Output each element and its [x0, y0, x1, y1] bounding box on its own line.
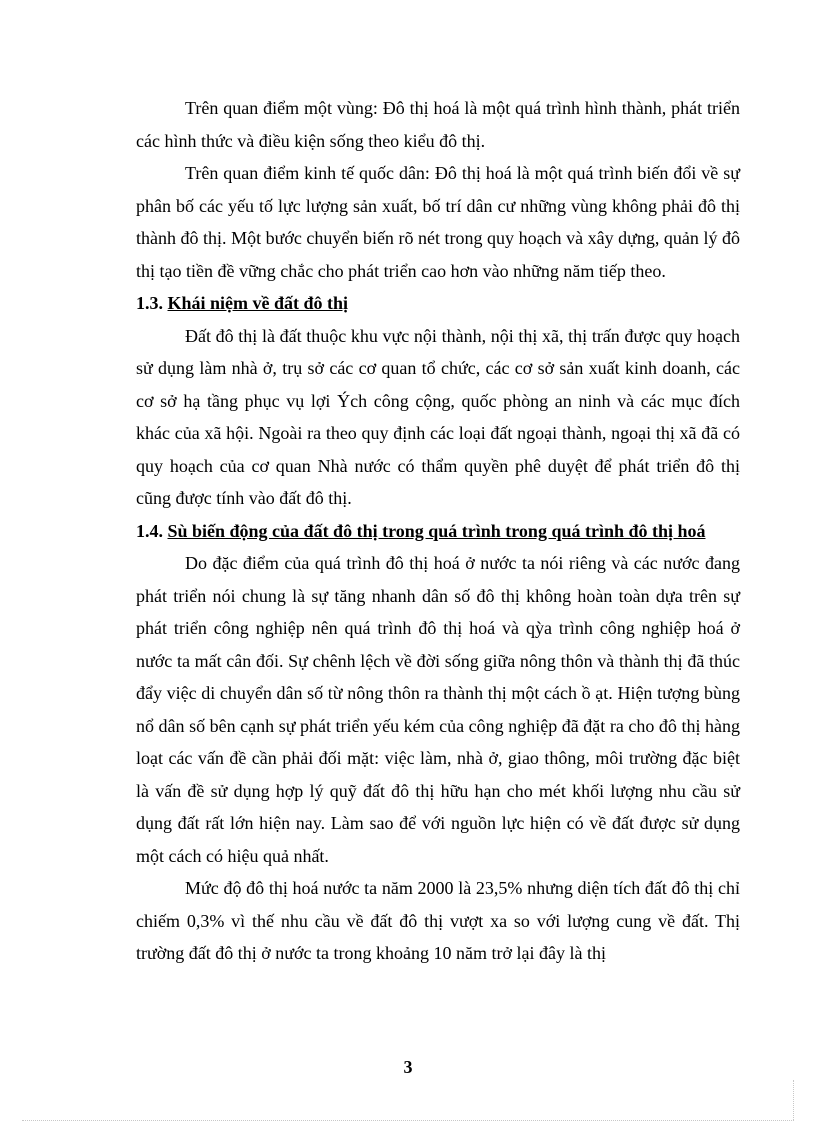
page-bottom-border [22, 1120, 794, 1121]
paragraph-regional-view: Trên quan điểm một vùng: Đô thị hoá là một quá trình hình thành, phát triển các hình thức và điều kiện sống theo kiểu đô thị. [136, 98, 740, 151]
section-title: Khái niệm về đất đô thị [167, 293, 349, 313]
section-heading-1-3 [136, 287, 740, 320]
paragraph-urbanization-level: Mức độ đô thị hoá nước ta năm 2000 là 23,5% nhưng diện tích đất đô thị chỉ chiếm 0,3% vì thế nhu cầu về đất đô thị vượt xa so với lượng cung về đất. Thị trường đất đô thị ở nước ta trong khoảng 10 năm trở lại đây là thị [136, 878, 740, 963]
section-title: Sù biến động của đất đô thị trong quá trình trong quá trình đô thị hoá [167, 520, 706, 541]
paragraph-urban-land-definition: Đất đô thị là đất thuộc khu vực nội thành, nội thị xã, thị trấn được quy hoạch sử dụng làm nhà ở, trụ sở các cơ quan tổ chức, các cơ sở sản xuất kinh doanh, các cơ sở hạ tầng phục vụ lợi Ých công cộng, quốc phòng an ninh và các mục đích khác của xã hội. Ngoài ra theo quy định các loại đất ngoại thành, ngoại thị xã đã có quy hoạch của cơ quan Nhà nước có thẩm quyền phê duyệt để phát triển đô thị cũng được tính vào đất đô thị. [136, 325, 740, 508]
paragraph-national-economy-view: Trên quan điểm kinh tế quốc dân: Đô thị hoá là một quá trình biến đổi về sự phân bố các yếu tố lực lượng sản xuất, bố trí dân cư những vùng không phải đô thị thành đô thị. Một bước chuyển biến rõ nét trong quy hoạch và xây dựng, quản lý đô thị tạo tiền đề vững chắc cho phát triển cao hơn vào những năm tiếp theo. [136, 163, 740, 281]
page-number: 3 [403, 1057, 413, 1077]
section-number: 1.4. [136, 520, 163, 541]
section-heading-1-4 [136, 515, 740, 548]
paragraph-urbanization-characteristics: Do đặc điểm của quá trình đô thị hoá ở nước ta nói riêng và các nước đang phát triển nói chung là sự tăng nhanh dân số đô thị không hoàn toàn dựa trên sự phát triển công nghiệp nên quá trình đô thị hoá và qỳa trình công nghiệp hoá ở nước ta mất cân đối. Sự chênh lệch về đời sống giữa nông thôn và thành thị đã thúc đẩy việc di chuyển dân số từ nông thôn ra thành thị một cách ồ ạt. Hiện tượng bùng nổ dân số bên cạnh sự phát triển yếu kém của công nghiệp đã đặt ra cho đô thị hàng loạt các vấn đề cần phải đối mặt: việc làm, nhà ở, giao thông, môi trường đặc biệt là vấn đề sử dụng hợp lý quỹ đất đô thị hữu hạn cho mét khối lượng nhu cầu sử dụng đất rất lớn hiện nay. Làm sao để với nguồn lực hiện có về đất được sử dụng một cách có hiệu quả nhất. [136, 553, 740, 866]
section-number: 1.3. [136, 293, 163, 313]
page-right-border [793, 1080, 794, 1120]
document-body [136, 92, 740, 970]
